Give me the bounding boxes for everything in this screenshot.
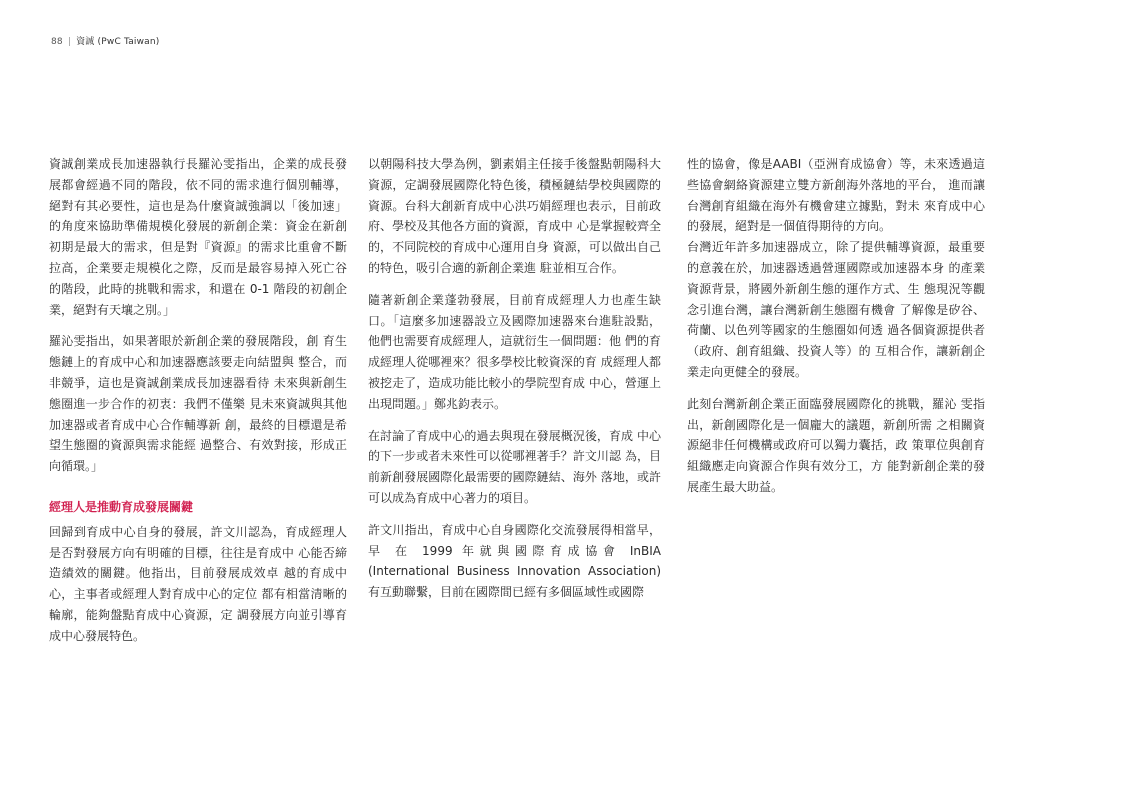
header-divider: | [67, 37, 72, 47]
paragraph: 在討論了育成中心的過去與現在發展概況後，育成 中心的下一步或者未來性可以從哪裡著手？許文川認 為，目前新創發展國際化最需要的國際鏈結、海外 落地，或許可以成為育成中心著力的項目。 [368, 428, 661, 505]
text-column-1 [49, 154, 347, 647]
page-header [51, 34, 160, 47]
paragraph: 許文川指出，育成中心自身國際化交流發展得相當早， 早 在 1999 年就與國際育成協會 InBIA (International Business Innovation Association) 有互動聯繫，目前在國際間已經有多個區域性或國際 [368, 522, 661, 600]
paragraph: 以朝陽科技大學為例，劉素娟主任接手後盤點朝陽科大資源，定調發展國際化特色後，積極鏈結學校與國際的資源。台科大創新育成中心洪巧娟經理也表示，目前政府、學校及其他各方面的資源，育成中 心是掌握較齊全的，不同院校的育成中心運用自身 資源，可以做出自己的特色，吸引合適的新創企業進 駐並相互合作。 [368, 157, 661, 275]
text-column-2 [368, 154, 661, 603]
paragraph: 回歸到育成中心自身的發展，許文川認為，育成經理人是否對發展方向有明確的目標，往往是育成中 心能否締造績效的關鍵。他指出，目前發展成效卓 越的育成中心，主事者或經理人對育成中心的定位 都有相當清晰的輪廓，能夠盤點育成中心資源，定 調發展方向並引導育成中心發展特色。 [49, 524, 347, 643]
paragraph: 資誠創業成長加速器執行長羅沁雯指出，企業的成長發展都會經過不同的階段，依不同的需求進行個別輔導，絕對有其必要性，這也是為什麼資誠強調以「後加速」的角度來協助準備規模化發展的新創企業：資金在新創初期是最大的需求，但是對『資源』的需求比重會不斷拉高，企業要走規模化之際，反而是最容易掉入死亡谷的階段，此時的挑戰和需求，和還在 0-1 階段的初創企業，絕對有天壤之別。」 [49, 157, 347, 317]
text-column-3 [687, 154, 985, 498]
paragraph: 羅沁雯指出，如果著眼於新創企業的發展階段，創 育生態鏈上的育成中心和加速器應該要走向結盟與 整合，而非競爭，這也是資誠創業成長加速器看待 未來與新創生態圈進一步合作的初衷：我們不僅樂 見未來資誠與其他加速器或者育成中心合作輔導新 創，最終的目標還是希望生態圈的資源與需求能經 過整合、有效對接，形成正向循環。」 [49, 334, 347, 474]
brand-label: 資誠 (PwC Taiwan) [76, 37, 160, 47]
paragraph: 隨著新創企業蓬勃發展，目前育成經理人力也產生缺口。「這麼多加速器設立及國際加速器來台進駐設點，他們也需要育成經理人，這就衍生一個問題：他 們的育成經理人從哪裡來？很多學校比較資深的育 成經理人都被挖走了，造成功能比較小的學院型育成 中心，營運上出現問題。」鄭兆鈞表示。 [368, 292, 661, 411]
paragraph: 台灣近年許多加速器成立，除了提供輔導資源，最重要的意義在於，加速器透過營運國際或加速器本身 的產業資源背景，將國外新創生態的運作方式、生 態現況等觀念引進台灣，讓台灣新創生態圈有機會 了解像是矽谷、荷蘭、以色列等國家的生態圈如何透 過各個資源提供者（政府、創育組織、投資人等）的 互相合作，讓新創企業走向更健全的發展。 [687, 240, 985, 379]
paragraph: 此刻台灣新創企業正面臨發展國際化的挑戰，羅沁 雯指出，新創國際化是一個龐大的議題，新創所需 之相關資源絕非任何機構或政府可以獨力囊括，政 策單位與創育組織應走向資源合作與有效分工，方 能對新創企業的發展產生最大助益。 [687, 396, 985, 494]
paragraph: 性的協會，像是AABI（亞洲育成協會）等，未來透過這些協會網絡資源建立雙方新創海外落地的平台， 進而讓台灣創育組織在海外有機會建立據點，對未 來育成中心的發展，絕對是一個值得期待的方向。 [687, 157, 985, 234]
section-heading: 經理人是推動育成發展關鍵 [49, 499, 194, 514]
page-number: 88 [51, 37, 63, 47]
